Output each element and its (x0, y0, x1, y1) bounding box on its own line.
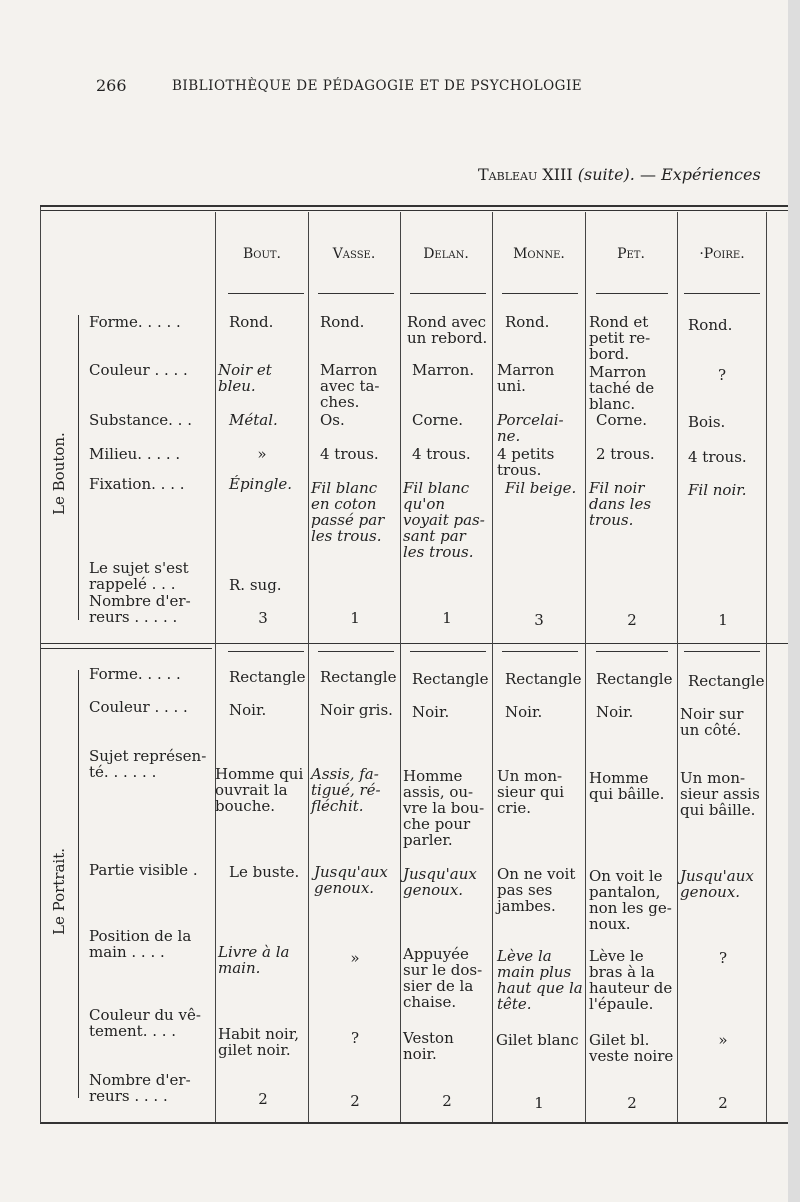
table-cell: Rond et petit re-bord. (589, 313, 651, 363)
table-cell: 1 (350, 609, 360, 627)
table-cell: Noir. (596, 703, 634, 721)
col-divider (585, 212, 586, 1122)
col-divider (492, 212, 493, 1122)
table-cell: Livre à la main. (218, 943, 290, 977)
header-underline (318, 651, 394, 652)
row-label: Fixation. . . . (89, 475, 185, 493)
table-cell: Rectangle (412, 670, 489, 688)
header-underline (502, 293, 578, 294)
table-cell: Métal. (229, 411, 278, 429)
table-cell: Lève le bras à la hauteur de l'épaule. (589, 947, 673, 1013)
table-cell: 2 (627, 611, 637, 629)
row-label: Partie visible . (89, 861, 198, 879)
table-cell: Porcelai-ne. (497, 411, 564, 445)
col-divider (766, 212, 767, 1122)
table-cell: Jusqu'aux genoux. (403, 865, 477, 899)
table-cell: Rond. (320, 313, 365, 331)
table-cell: » (718, 1031, 728, 1049)
header-underline (596, 293, 668, 294)
table-cell: Fil blanc en coton passé par les trous. (311, 479, 385, 545)
header-underline (410, 651, 486, 652)
table-cell: On voit le pantalon, non les ge-noux. (589, 867, 672, 933)
page-number: 266 (96, 76, 127, 95)
row-label: Couleur . . . . (89, 698, 188, 716)
table-cell: Marron avec ta-ches. (320, 361, 380, 411)
section-divider-2 (40, 648, 212, 649)
table-cell: 2 (350, 1092, 360, 1110)
group-brace (78, 315, 79, 620)
table-cell: Rond. (505, 313, 550, 331)
table-cell: 2 (258, 1090, 268, 1108)
row-label: Position de la main . . . . (89, 927, 192, 961)
table-cell: Rectangle (596, 670, 673, 688)
col-divider (308, 212, 309, 1122)
table-cell: Lève la main plus haut que la tête. (497, 947, 583, 1013)
table-cell: 3 (258, 609, 268, 627)
group-brace (78, 670, 79, 1098)
table-cell: Rond. (229, 313, 274, 331)
table-cell: Gilet blanc (496, 1031, 579, 1049)
table-top-rule-thin (40, 210, 788, 211)
header-underline (228, 293, 304, 294)
table-cell: » (257, 445, 267, 463)
row-label: Couleur . . . . (89, 361, 188, 379)
row-label: Nombre d'er-reurs . . . . . (89, 592, 191, 626)
table-cell: Os. (320, 411, 345, 429)
table-cell: Corne. (596, 411, 647, 429)
group-label-portrait: Le Portrait. (50, 847, 68, 935)
row-label: Substance. . . (89, 411, 192, 429)
table-cell: 1 (442, 609, 452, 627)
col-divider (215, 212, 216, 1122)
row-label: Milieu. . . . . (89, 445, 181, 463)
header-underline (502, 651, 578, 652)
table-cell: 4 trous. (412, 445, 471, 463)
table-cell: R. sug. (229, 576, 282, 594)
col-divider (677, 212, 678, 1122)
row-label: Le sujet s'est rappelé . . . (89, 559, 189, 593)
table-cell: 2 (718, 1094, 728, 1112)
table-bottom-rule (40, 1122, 788, 1124)
row-label: Forme. . . . . (89, 313, 181, 331)
table-cell: ? (718, 949, 728, 967)
table-cell: Noir. (412, 703, 450, 721)
column-header-bout: Bout. (242, 246, 282, 262)
table-cell: Veston noir. (403, 1029, 454, 1063)
table-cell: Appuyée sur le dos-sier de la chaise. (403, 945, 483, 1011)
table-cell: Habit noir, gilet noir. (218, 1025, 299, 1059)
table-cell: Rond. (688, 316, 733, 334)
table-cell: Rectangle (320, 668, 397, 686)
table-cell: Homme assis, ou-vre la bou-che pour parler. (403, 767, 485, 849)
table-cell: Le buste. (229, 863, 300, 881)
column-header-poire: ·Poire. (699, 246, 745, 262)
running-title: BIBLIOTHÈQUE DE PÉDAGOGIE ET DE PSYCHOLOGIE (172, 78, 583, 94)
table-cell: Noir et bleu. (218, 361, 272, 395)
table-cell: Fil blanc qu'on voyait pas-sant par les trous. (403, 479, 485, 561)
table-cell: 1 (718, 611, 728, 629)
table-cell: 4 petits trous. (497, 445, 555, 479)
table-cell: Rectangle (229, 668, 306, 686)
table-cell: Gilet bl. veste noire (589, 1031, 674, 1065)
row-label: Nombre d'er-reurs . . . . (89, 1071, 191, 1105)
col-divider (40, 207, 41, 1123)
table-cell: Bois. (688, 413, 726, 431)
table-cell: Jusqu'aux genoux. (314, 863, 388, 897)
table-cell: Homme qui ouvrait la bouche. (215, 765, 304, 815)
table-cell: On ne voit pas ses jambes. (497, 865, 576, 915)
section-divider (40, 643, 788, 644)
table-cell: Noir gris. (320, 701, 393, 719)
table-cell: 2 (627, 1094, 637, 1112)
table-cell: 4 trous. (688, 448, 747, 466)
table-cell: Un mon-sieur qui crie. (497, 767, 565, 817)
column-header-monne: Monne. (513, 246, 565, 262)
table-cell: Rectangle (688, 672, 765, 690)
table-cell: Homme qui bâille. (589, 769, 665, 803)
table-cell: Corne. (412, 411, 463, 429)
table-cell: Un mon-sieur assis qui bâille. (680, 769, 760, 819)
header-underline (684, 293, 760, 294)
header-underline (410, 293, 486, 294)
table-cell: Noir. (229, 701, 267, 719)
table-cell: Marron. (412, 361, 475, 379)
page-edge (788, 0, 800, 1202)
table-cell: » (350, 949, 360, 967)
table-cell: Assis, fa-tigué, ré-fléchit. (311, 765, 381, 815)
header-underline (228, 651, 304, 652)
table-cell: Noir sur un côté. (680, 705, 744, 739)
table-cell: Épingle. (229, 475, 293, 493)
table-cell: ? (350, 1029, 360, 1047)
header-underline (684, 651, 760, 652)
table-cell: Fil beige. (505, 479, 577, 497)
header-underline (596, 651, 668, 652)
column-header-pet: Pet. (617, 246, 645, 262)
group-label-bouton: Le Bouton. (50, 432, 68, 515)
caption-title: Expériences (661, 165, 761, 184)
table-cell: 3 (534, 611, 544, 629)
table-cell: Fil noir. (688, 481, 747, 499)
column-header-vasse: Vasse. (332, 246, 376, 262)
caption-dash: — (634, 165, 662, 184)
header-underline (318, 293, 394, 294)
table-top-rule (40, 205, 788, 207)
table-cell: Fil noir dans les trous. (589, 479, 652, 529)
table-cell: 1 (534, 1094, 544, 1112)
col-divider (400, 212, 401, 1122)
caption-label: Tableau XIII (478, 165, 573, 184)
caption-suite: (suite). (577, 165, 635, 184)
row-label: Forme. . . . . (89, 665, 181, 683)
table-cell: Marron taché de blanc. (589, 363, 655, 413)
row-label: Couleur du vê-tement. . . . (89, 1006, 201, 1040)
table-cell: ? (717, 366, 727, 384)
row-label: Sujet représen-té. . . . . . (89, 747, 207, 781)
table-cell: 4 trous. (320, 445, 379, 463)
table-cell: Rectangle (505, 670, 582, 688)
table-cell: Jusqu'aux genoux. (680, 867, 754, 901)
table-caption (478, 165, 761, 184)
table-cell: Marron uni. (497, 361, 555, 395)
table-cell: 2 trous. (596, 445, 655, 463)
table-cell: 2 (442, 1092, 452, 1110)
table-cell: Rond avec un rebord. (407, 313, 488, 347)
table-cell: Noir. (505, 703, 543, 721)
column-header-delan: Delan. (423, 246, 469, 262)
